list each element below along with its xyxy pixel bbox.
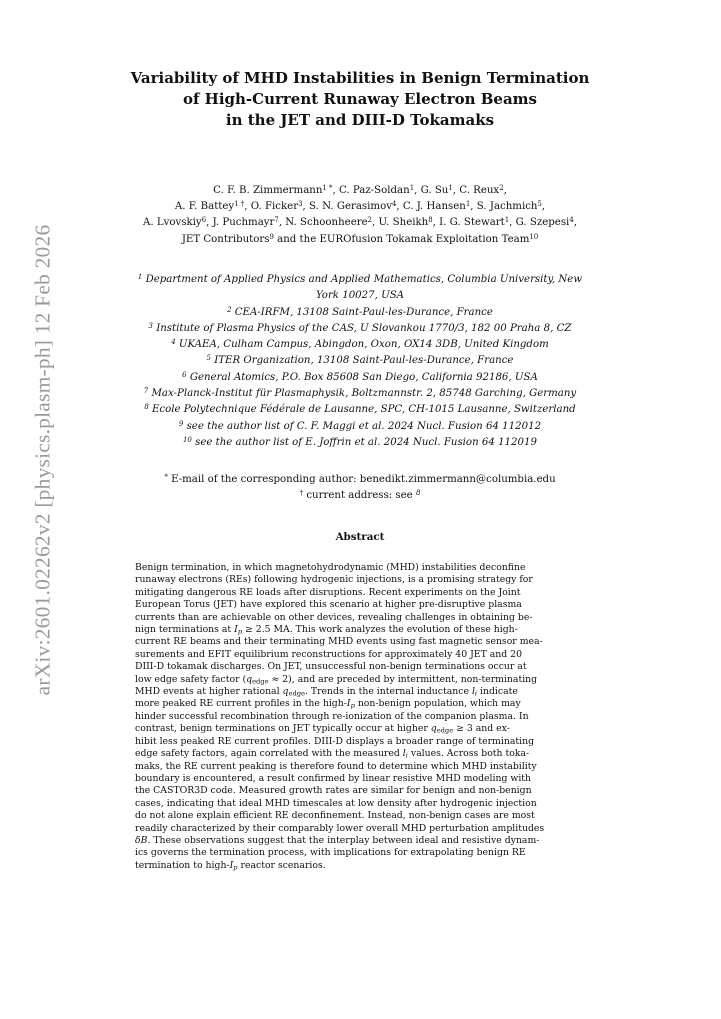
author-affil-mark: 2: [499, 183, 504, 192]
affiliation-number: 8: [144, 403, 149, 412]
author-collab: JET Contributors: [181, 233, 270, 245]
footnote-star: *: [164, 472, 168, 481]
affiliation-item: [105, 353, 615, 369]
abstract-line: δB. These observations suggest that the interplay between ideal and resistive dynam-: [135, 834, 540, 846]
author-name: C. J. Hansen: [402, 201, 466, 213]
author-name: N. Schoonheere: [285, 217, 368, 229]
author-affil-mark: 1: [448, 183, 453, 192]
abstract-line: Benign termination, in which magnetohydrodynamic (MHD) instabilities deconfine: [135, 562, 526, 573]
abstract-line: European Torus (JET) have explored this scenario at higher pre-disruptive plasma: [135, 599, 522, 611]
abstract-line: mitigating dangerous RE loads after disruptions. Recent experiments on the Joint: [135, 586, 521, 598]
abstract-line: nign terminations at $I_p \ge 2.5$ MA. This work analyzes the evolution of these high-: [135, 624, 518, 636]
affiliation-item: [105, 386, 615, 402]
paper-title: [100, 68, 620, 131]
affiliation-number: 7: [143, 386, 149, 395]
author-name: C. Reux: [459, 185, 500, 196]
affiliation-item: [105, 370, 615, 386]
author-line: C. F. B. Zimmermann$^{1 *}$, C. Paz-Soldan$^1$, G. Su$^1$, C. Reux$^2$,: [213, 183, 507, 196]
abstract-line: readily characterized by their comparably lower overall MHD perturbation amplitudes: [135, 822, 545, 834]
abstract-heading: Abstract: [335, 531, 385, 543]
author-affil-mark: 8: [428, 216, 433, 225]
abstract-line: low edge safety factor $(q_{edge} \approx 2)$, and are preceded by intermittent, non-terminating: [135, 673, 538, 685]
affiliation-text: York 10027, USA: [315, 290, 405, 302]
affiliation-number: 10: [183, 435, 192, 444]
affiliation-number: 1: [137, 272, 143, 281]
abstract-line: more peaked RE current profiles in the high-$I_p$ non-benign population, which may: [135, 698, 521, 710]
author-line: A. Lvovskiy$^6$, J. Puchmayr$^7$, N. Schoonheere$^2$, U. Sheikh$^8$, I. G. Stewart$^1$, G. Szepesi$^4$,: [143, 216, 577, 229]
affiliation-number: 3: [148, 321, 153, 330]
affiliation-text: Department of Applied Physics and Applied Mathematics, Columbia University, New: [145, 274, 583, 285]
abstract-line: runaway electrons (REs) following hydrogenic injections, is a promising strategy for: [135, 574, 533, 586]
author-affil-mark: 5: [537, 200, 542, 209]
author-affil-mark: 4: [569, 216, 574, 225]
author-affil-mark: 1: [504, 216, 510, 225]
abstract-line: maks, the RE current peaking is therefore found to determine which MHD instability: [135, 760, 537, 772]
abstract-line: DIII-D tokamak discharges. On JET, unsuccessful non-benign terminations occur at: [135, 661, 527, 673]
correspondence-notes: [100, 472, 620, 505]
author-affil-mark: 1: [409, 183, 415, 192]
author-line: A. F. Battey$^{1 \dagger}$, O. Ficker$^3$, S. N. Gerasimov$^4$, C. J. Hansen$^1$, S. Jachmich$^5$,: [174, 200, 546, 213]
title-line: in the JET and DIII-D Tokamaks: [225, 111, 495, 129]
affiliation-item: [105, 272, 615, 288]
affiliation-item: [105, 435, 615, 451]
abstract-line: contrast, benign terminations on JET typically occur at higher $q_{edge} \ge 3$ and ex-: [135, 723, 510, 735]
author-name: C. Paz-Soldan: [338, 185, 410, 196]
email-text: E-mail of the corresponding author: benedikt.zimmermann@columbia.edu: [171, 474, 556, 485]
abstract-line: hinder successful recombination through re-ionization of the companion plasma. In: [135, 710, 529, 722]
affiliation-text: CEA-IRFM, 13108 Saint-Paul-les-Durance, France: [234, 306, 493, 318]
author-affil-mark: 6: [201, 216, 207, 225]
author-affil-mark: 2: [367, 216, 373, 225]
author-line: [90, 232, 630, 248]
affiliation-item: [105, 337, 615, 353]
author-name: J. Puchmayr: [212, 217, 275, 229]
abstract-line: MHD events at higher rational $q_{edge}$. Trends in the internal inductance $l_i$ indicate: [135, 686, 518, 698]
author-name: O. Ficker: [250, 201, 299, 213]
affiliation-item: [105, 419, 615, 435]
abstract-line: currents than are achievable on other devices, revealing challenges in obtaining be-: [135, 611, 533, 623]
current-address-note: [100, 488, 620, 504]
affiliation-number: 6: [182, 370, 187, 379]
abstract-line: hibit less peaked RE current profiles. DIII-D displays a broader range of terminating: [135, 735, 535, 747]
author-list: [90, 183, 630, 248]
abstract-line: surements and EFIT equilibrium reconstructions for approximately 40 JET and 20: [135, 648, 523, 660]
affiliation-text: ITER Organization, 13108 Saint-Paul-les-Durance, France: [214, 355, 514, 367]
author-name: S. Jachmich: [476, 201, 538, 213]
affiliation-list: [105, 272, 615, 451]
author-collab: and the EUROfusion Tokamak Exploitation Team: [273, 233, 530, 245]
author-affil-mark: 3: [298, 200, 303, 209]
affiliation-item: [105, 288, 615, 304]
footnote-dagger: †: [299, 489, 304, 498]
arxiv-sidebar-stamp: [20, 224, 66, 696]
affiliation-text: Max-Planck-Institut für Plasmaphysik, Boltzmannstr. 2, 85748 Garching, Germany: [151, 388, 577, 400]
affiliation-item: [105, 402, 615, 418]
affiliation-item: [105, 321, 615, 337]
affiliation-text: General Atomics, P.O. Box 85608 San Diego, California 92186, USA: [189, 371, 538, 383]
author-affil-mark: 4: [391, 200, 397, 209]
author-affil-mark: 1 *: [322, 183, 333, 192]
corresponding-email: [100, 472, 620, 488]
arxiv-identifier: arXiv:2601.02262v2 [physics.plasm-ph] 12 Feb 2026: [30, 224, 55, 696]
author-name: A. Lvovskiy: [143, 217, 202, 229]
author-name: I. G. Stewart: [439, 217, 505, 229]
address-ref: 8: [415, 489, 421, 498]
abstract-line: cases, indicating that ideal MHD timescales at low density after hydrogenic injection: [135, 797, 537, 809]
abstract-line: termination to high-$I_p$ reactor scenarios.: [135, 859, 326, 872]
author-affil-mark: 1: [465, 200, 471, 209]
affiliation-number: 5: [206, 354, 211, 363]
abstract-line: boundary is encountered, a result confirmed by linear resistive MHD modeling with: [135, 772, 532, 784]
author-name: A. F. Battey: [174, 201, 235, 213]
abstract-line: current RE beams and their terminating MHD events using fast magnetic sensor mea-: [135, 636, 543, 648]
affiliation-item: [105, 305, 615, 321]
abstract-line: the CASTOR3D code. Measured growth rates are similar for benign and non-benign: [135, 785, 532, 797]
author-name: G. Szepesi: [515, 217, 570, 229]
affiliation-text: Institute of Plasma Physics of the CAS, U Slovankou 1770/3, 182 00 Praha 8, CZ: [156, 322, 572, 334]
author-affil-mark: 10: [529, 232, 539, 241]
address-text: current address: see: [306, 490, 413, 502]
author-name: U. Sheikh: [378, 217, 429, 229]
affiliation-number: 9: [178, 419, 184, 428]
author-affil-mark: 9: [269, 232, 274, 241]
affiliation-number: 4: [171, 338, 176, 347]
title-line: of High-Current Runaway Electron Beams: [182, 90, 538, 108]
affiliation-text: see the author list of C. F. Maggi et al. 2024 Nucl. Fusion 64 112012: [186, 420, 542, 432]
author-name: C. F. B. Zimmermann: [213, 185, 323, 196]
affiliation-text: Ecole Polytechnique Fédérale de Lausanne, SPC, CH-1015 Lausanne, Switzerland: [151, 404, 576, 416]
affiliation-text: see the author list of E. Joffrin et al. 2024 Nucl. Fusion 64 112019: [195, 436, 537, 448]
abstract-line: edge safety factors, again correlated with the measured $l_i$ values. Across both toka-: [135, 748, 530, 760]
author-name: S. N. Gerasimov: [308, 201, 392, 213]
abstract-line: ics governs the termination process, with implications for extrapolating benign RE: [135, 847, 526, 859]
title-line: Variability of MHD Instabilities in Benign Termination: [130, 69, 590, 87]
abstract-line: do not alone explain efficient RE deconfinement. Instead, non-benign cases are most: [135, 810, 535, 822]
author-affil-mark: 1 †: [234, 200, 245, 209]
affiliation-number: 2: [227, 305, 232, 314]
abstract-body: [135, 562, 585, 872]
author-affil-mark: 7: [274, 216, 279, 225]
author-name: G. Su: [420, 185, 449, 196]
affiliation-text: UKAEA, Culham Campus, Abingdon, Oxon, OX14 3DB, United Kingdom: [178, 339, 549, 351]
